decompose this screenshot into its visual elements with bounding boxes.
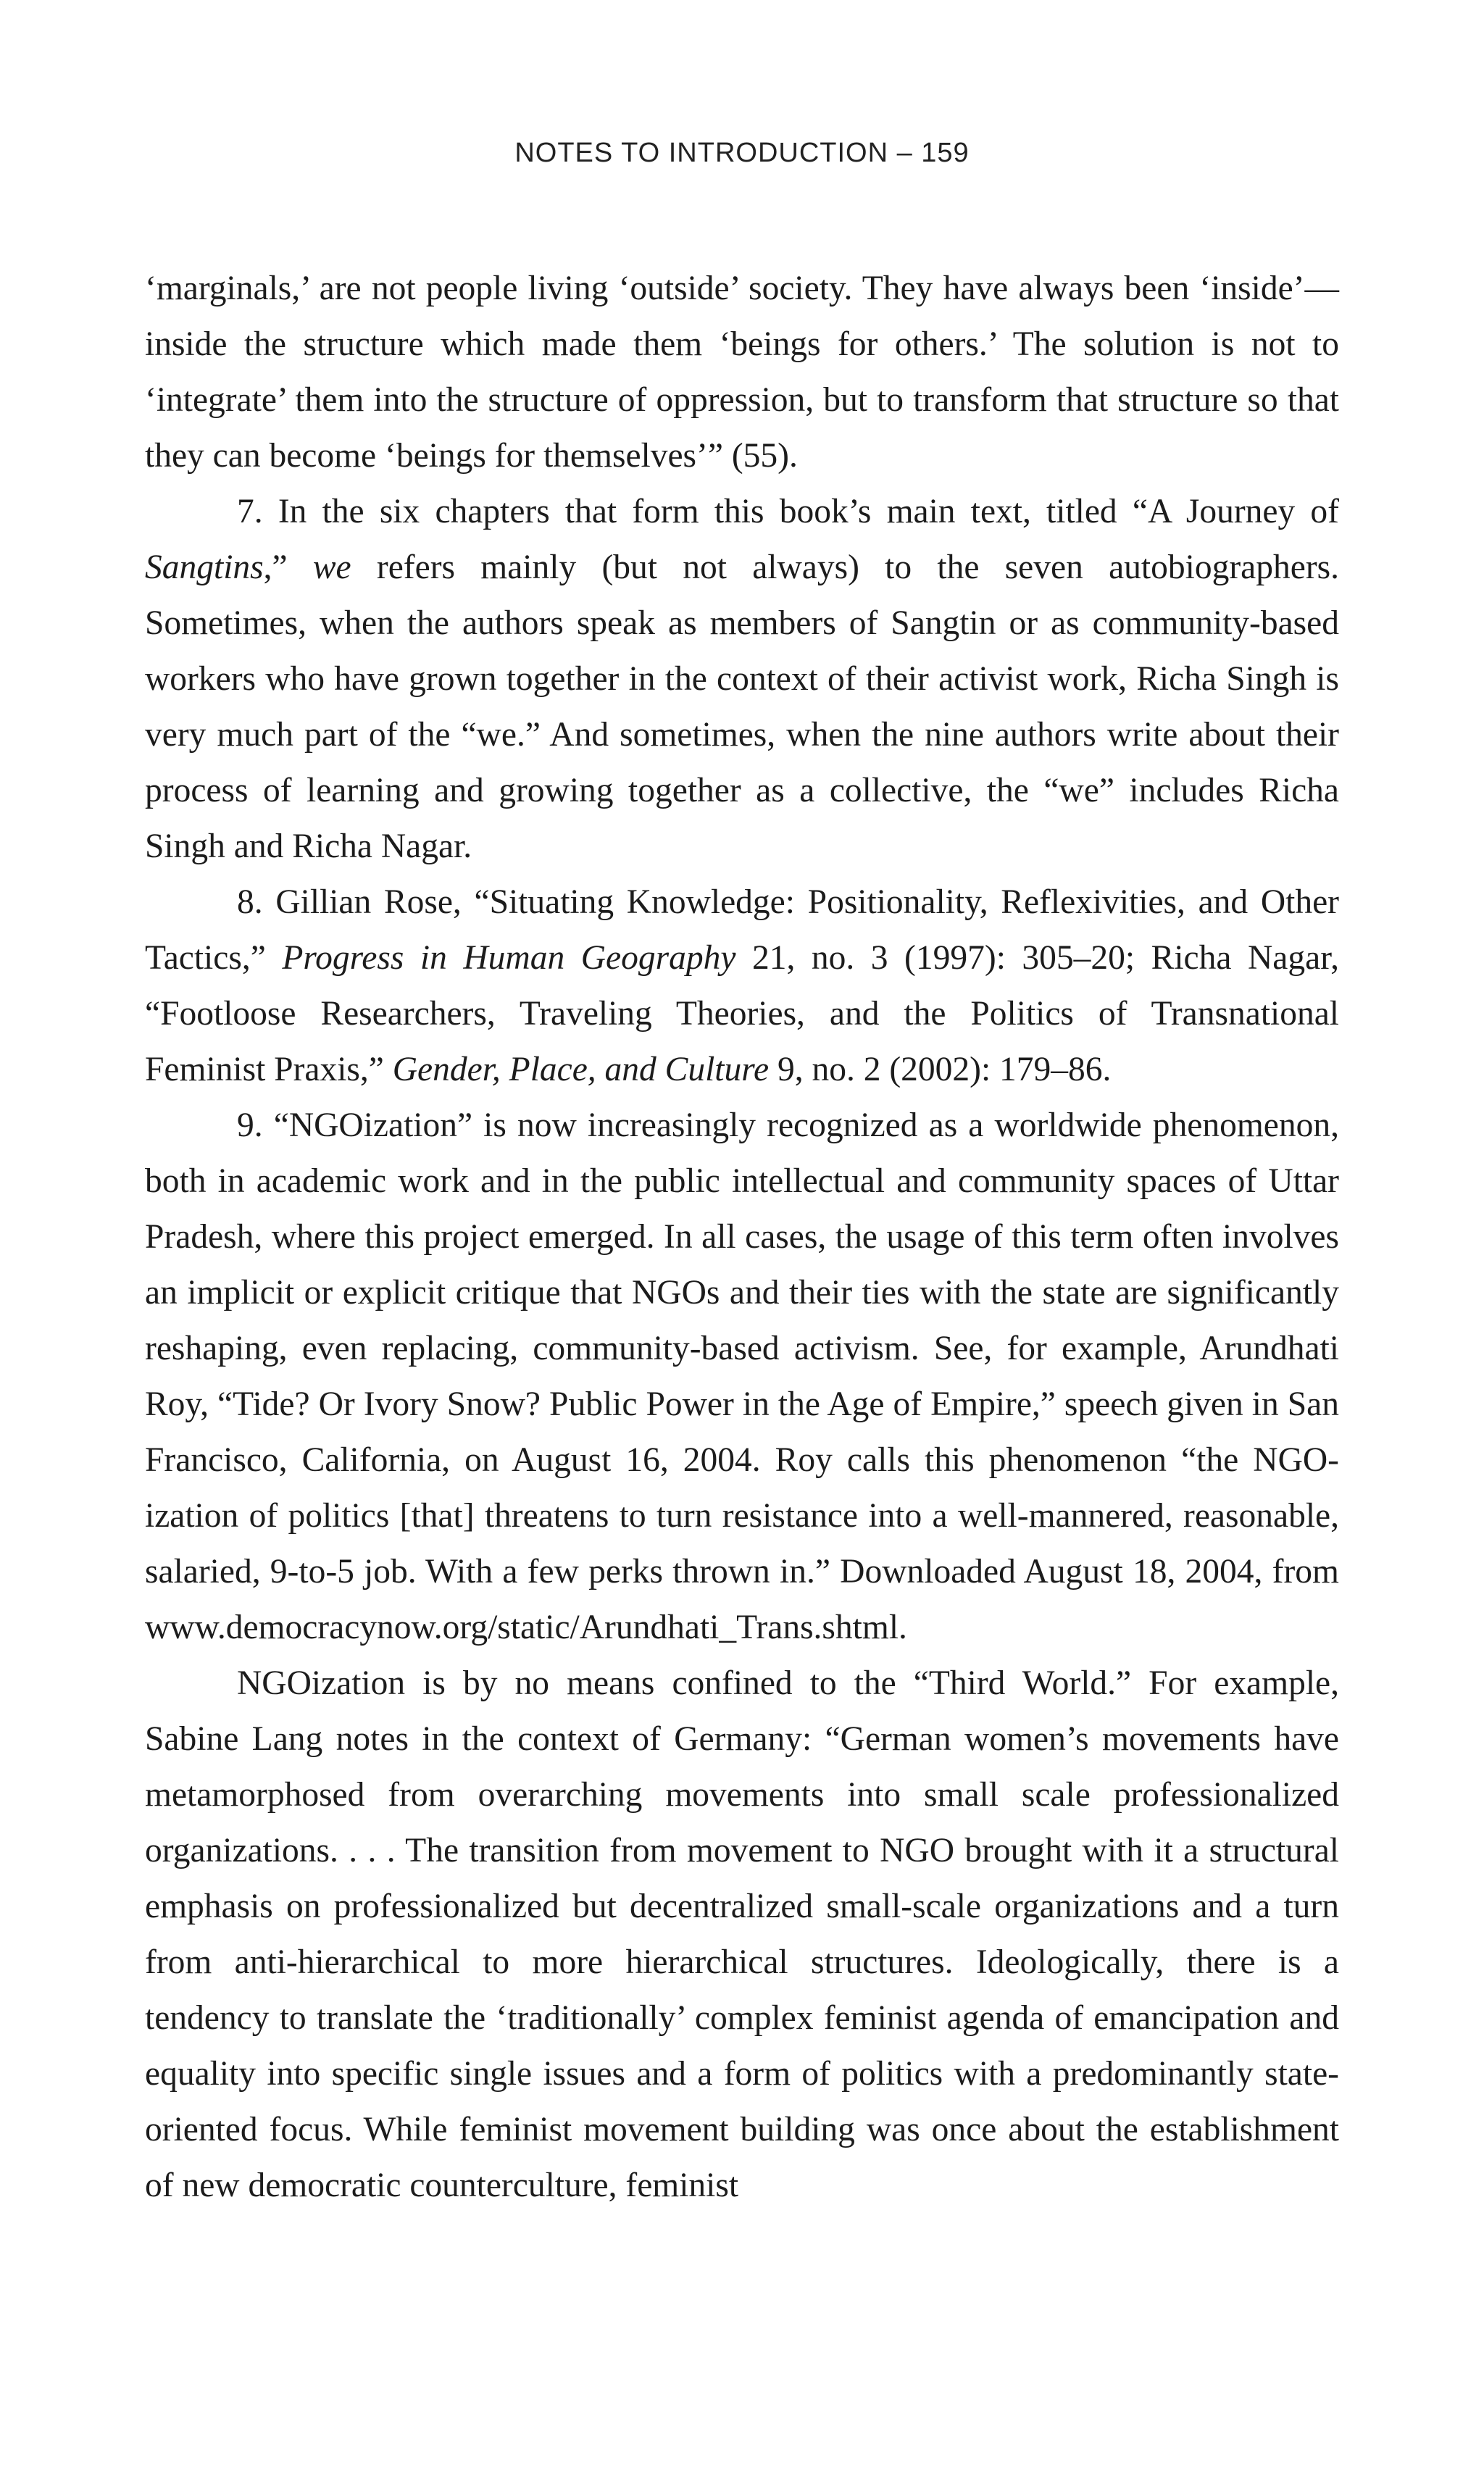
notes-text [145, 261, 1339, 2214]
italic-journal-title: Progress in Human Geography [282, 939, 736, 977]
text-segment: 9. “NGOization” is now increasingly recognized as a worldwide phenomenon, both in academic work and in the public intellectual and community spaces of Uttar Pradesh, where this project emerged. In all cases, the usage of this term often involves an implicit or explicit critique that NGOs and their ties with the state are significantly reshaping, even replacing, community-based activism. See, for example, Arundhati Roy, “Tide? Or Ivory Snow? Public Power in the Age of Empire,” speech given in San Francisco, California, on August 16, 2004. Roy calls this phenomenon “the NGO-ization of politics [that] threatens to turn resistance into a well-mannered, reasonable, salaried, 9-to-5 job. With a few perks thrown in.” Downloaded August 18, 2004, from www.democracynow.org/static/Arundhati_Trans.shtml. [145, 1106, 1339, 1646]
text-segment: ,” [263, 549, 313, 586]
text-segment: 9, no. 2 (2002): 179–86. [769, 1051, 1112, 1088]
italic-journal-title: Gender, Place, and Culture [392, 1051, 770, 1088]
paragraph-continued-quote [145, 261, 1339, 484]
italic-word-we: we [312, 549, 351, 586]
note-7-paragraph [145, 484, 1339, 875]
text-segment: refers mainly (but not always) to the seven autobiographers. Sometimes, when the authors speak as members of Sangtin or as community-based workers who have grown together in the context of their activist work, Richa Singh is very much part of the “we.” And sometimes, when the nine authors write about their process of learning and growing together as a collective, the “we” includes Richa Singh and Richa Nagar. [145, 549, 1339, 865]
text-segment: 21, no. 3 (1997): 305–20; Richa Nagar, “Footloose Researchers, Traveling Theories, and the Politics of Transnational Feminist Praxis,” [145, 939, 1339, 1088]
note-9-paragraph [145, 1098, 1339, 1656]
text-segment: ‘marginals,’ are not people living ‘outside’ society. They have always been ‘inside’—inside the structure which made them ‘beings for others.’ The solution is not to ‘integrate’ them into the structure of oppression, but to transform that structure so that they can become ‘beings for themselves’” (55). [145, 270, 1339, 475]
note-8-paragraph [145, 875, 1339, 1098]
text-segment: 8. Gillian Rose, “Situating Knowledge: Positionality, Reflexivities, and Other Tactics,” [145, 883, 1339, 977]
italic-title-sangtins: Sangtins [145, 549, 264, 586]
text-segment: NGOization is by no means confined to the “Third World.” For example, Sabine Lang notes in the context of Germany: “German women’s movements have metamorphosed from overarching movements into small scale professionalized organizations. . . . The transition from movement to NGO brought with it a structural emphasis on professionalized but decentralized small-scale organizations and a turn from anti-hierarchical to more hierarchical structures. Ideologically, there is a tendency to translate the ‘traditionally’ complex feminist agenda of emancipation and equality into specific single issues and a form of politics with a predominantly state-oriented focus. While feminist movement building was once about the establishment of new democratic counterculture, feminist [145, 1664, 1339, 2204]
text-segment: 7. In the six chapters that form this book’s main text, titled “A Journey of [237, 493, 1339, 530]
running-head: NOTES TO INTRODUCTION – 159 [514, 138, 970, 168]
note-9-continued-paragraph [145, 1656, 1339, 2214]
